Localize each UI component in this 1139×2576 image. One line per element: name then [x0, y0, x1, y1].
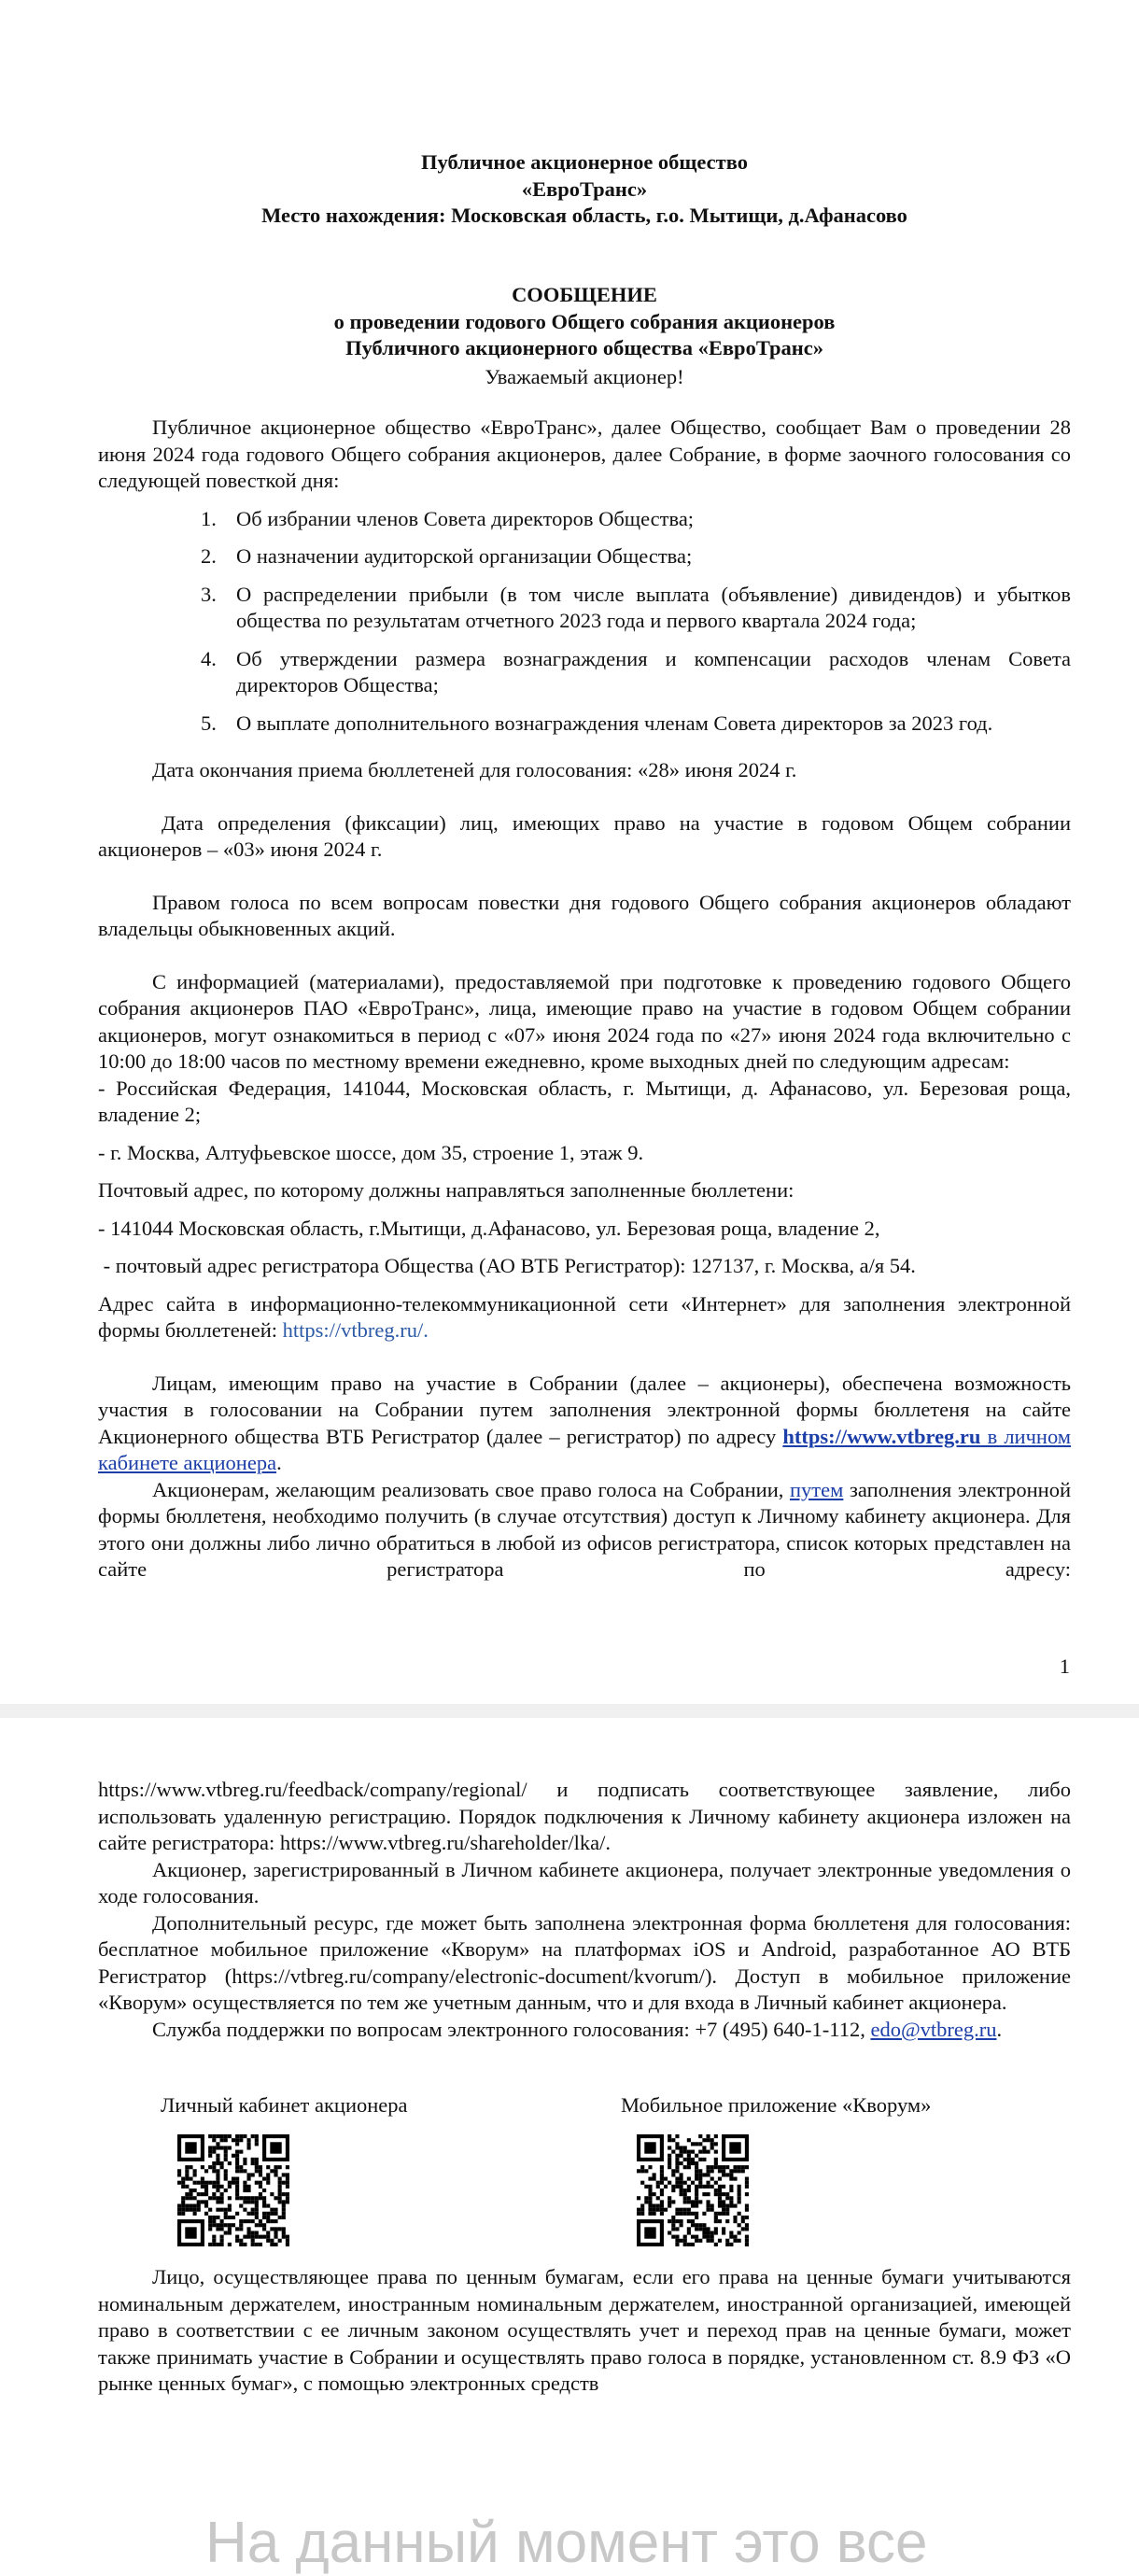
next-page-caption: На данный момент это все: [205, 2511, 928, 2575]
access-link[interactable]: путем: [790, 1477, 844, 1501]
company-name-line: Публичное акционерное общество: [421, 150, 748, 174]
ballot-deadline: Дата окончания приема бюллетеней для голосования: «28» июня 2024 г.: [152, 758, 797, 781]
page2-body: [98, 1777, 1071, 2043]
agenda-item-number: 5.: [201, 711, 217, 735]
page-number: 1: [1059, 1654, 1070, 1678]
nominee-paragraph: Лицо, осуществляющее права по ценным бумагам, если его права на ценные бумаги учитываются номинальным держателем, иностранным номинальным держателем, иностранной организацией, имеющей право в соответствии с ее личным законом осуществлять учет и переход прав на ценные бумаги, может также принимать участие в Собрании и осуществлять право голоса в порядке, установленном ст. 8.9 ФЗ «О рынке ценных бумаг», с помощью электронных средств: [98, 2265, 1071, 2395]
nominee-block: [98, 2264, 1071, 2398]
postal-address-1: - 141044 Московская область, г.Мытищи, д.Афанасово, ул. Березовая роща, владение 2,: [98, 1216, 880, 1240]
support-email-link[interactable]: edo@vtbreg.ru: [870, 2017, 997, 2041]
continuation-paragraph: https://www.vtbreg.ru/feedback/company/regional/ и подписать соответствующее заявление, либо использовать удаленную регистрацию. Порядок подключения к Личному кабинету акционера изложен на сайте регистратора: https://www.vtbreg.ru/shareholder/lka/.: [98, 1778, 1071, 1854]
agenda-item: [98, 646, 1071, 699]
agenda-item-text: Об избрании членов Совета директоров Общества;: [236, 506, 695, 530]
agenda-list: [98, 506, 1071, 738]
support-paragraph: [98, 2017, 1071, 2044]
company-location-line: Место нахождения: Московская область, г.о. Мытищи, д.Афанасово: [261, 204, 907, 227]
record-date: Дата определения (фиксации) лиц, имеющих право на участие в годовом Общем собрании акционеров – «03» июня 2024 г.: [98, 810, 1071, 861]
qr-code-personal-account[interactable]: [177, 2134, 289, 2246]
message-title: СООБЩЕНИЕ: [512, 283, 657, 306]
e-participation-end: .: [276, 1451, 282, 1474]
agenda-item: [98, 543, 1071, 570]
agenda-item-number: 2.: [201, 544, 217, 568]
website-text: Адрес сайта в информационно-телекоммуникационной сети «Интернет» для заполнения электронной формы бюллетеней:: [98, 1291, 1071, 1342]
page-separator: [0, 1704, 1139, 1718]
qr-right-label: Мобильное приложение «Кворум»: [621, 2093, 932, 2117]
message-subtitle-2: Публичного акционерного общества «ЕвроТранс»: [345, 336, 823, 359]
document-page-2: [0, 1718, 1139, 2532]
personal-account-link[interactable]: в личном кабинете акционера: [98, 1424, 1072, 1474]
notifications-paragraph: Акционер, зарегистрированный в Личном кабинете акционера, получает электронные уведомления о ходе голосования.: [98, 1857, 1071, 1907]
greeting: Уважаемый акционер!: [485, 364, 684, 388]
qr-left-label: Личный кабинет акционера: [161, 2093, 408, 2117]
agenda-item-text: О выплате дополнительного вознаграждения членам Совета директоров за 2023 год.: [236, 711, 993, 735]
support-text: Служба поддержки по вопросам электронного голосования: +7 (495) 640-1-112,: [152, 2017, 871, 2041]
address-1: - Российская Федерация, 141044, Московская область, г. Мытищи, д. Афанасово, ул. Березовая роща, владение 2;: [98, 1076, 1071, 1126]
materials-paragraph: С информацией (материалами), предоставляемой при подготовке к проведению годового Общего собрания акционеров ПАО «ЕвроТранс», лица, имеющие право на участие в годовом Общем собрании акционеров, могут ознакомиться в период с «07» июня 2024 года по «27» июня 2024 года включительно с 10:00 до 18:00 часов по местному времени ежедневно, кроме выходных дней по следующим адресам:: [98, 969, 1071, 1073]
main-body: [98, 415, 1071, 1584]
intro-paragraph: Публичное акционерное общество «ЕвроТранс», далее Общество, сообщает Вам о проведении 28 июня 2024 года годового Общего собрания акционеров, далее Собрание, в форме заочного голосования со следующей повесткой дня:: [98, 415, 1071, 492]
access-paragraph: [98, 1477, 1071, 1584]
agenda-item-number: 1.: [201, 506, 217, 530]
access-text-1: Акционерам, желающим реализовать свое право голоса на Собрании,: [152, 1477, 791, 1501]
vtbreg-link[interactable]: https://www.vtbreg.ru: [782, 1424, 981, 1448]
agenda-item-text: Об утверждении размера вознаграждения и компенсации расходов членам Совета директоров Общества;: [236, 646, 1071, 697]
message-subtitle-1: о проведении годового Общего собрания акционеров: [333, 309, 836, 333]
access-text-2: заполнения электронной формы бюллетеня, необходимо получить (в случае отсутствия) доступ к Личному кабинету акционера. Для этого они должны либо лично обратиться в любой из офисов регистратора, список которых представлен на сайте регистратора по адресу:: [98, 1477, 1071, 1581]
company-brand-line: «ЕвроТранс»: [521, 176, 648, 201]
message-title-block: [98, 282, 1071, 390]
agenda-item-text: О распределении прибыли (в том числе выплата (объявление) дивидендов) и убытков общества по результатам отчетного 2023 года и первого квартала 2024 года;: [236, 582, 1071, 632]
company-header: [98, 149, 1071, 230]
agenda-item-text: О назначении аудиторской организации Общества;: [236, 544, 693, 568]
agenda-item: [98, 582, 1071, 635]
agenda-item-number: 3.: [201, 582, 217, 606]
qr-code-kvorum-app[interactable]: [637, 2134, 749, 2246]
website-link[interactable]: https://vtbreg.ru/.: [282, 1318, 429, 1342]
agenda-item: [98, 506, 1071, 533]
voting-right: Правом голоса по всем вопросам повестки дня годового Общего собрания акционеров обладают владельцы обыкновенных акций.: [98, 890, 1071, 940]
agenda-item-number: 4.: [201, 646, 217, 670]
support-end: .: [996, 2017, 1003, 2041]
e-participation-text: Лицам, имеющим право на участие в Собрании (далее – акционеры), обеспечена возможность участия в голосовании на Собрании путем заполнения электронной формы бюллетеня на сайте Акционерного общества ВТБ Регистратор (далее – регистратор) по адресу: [98, 1371, 1071, 1448]
address-2: - г. Москва, Алтуфьевское шоссе, дом 35, строение 1, этаж 9.: [98, 1140, 644, 1164]
agenda-item: [98, 711, 1071, 738]
postal-address-2: - почтовый адрес регистратора Общества (АО ВТБ Регистратор): 127137, г. Москва, а/я 54.: [98, 1254, 916, 1277]
e-participation-paragraph: [98, 1371, 1071, 1477]
website-paragraph: [98, 1291, 1071, 1344]
app-paragraph: Дополнительный ресурс, где может быть заполнена электронная форма бюллетеня для голосования: бесплатное мобильное приложение «Кворум» на платформах iOS и Android, разработанное АО ВТБ Регистратор (https://vtbreg.ru/company/electronic-document/kvorum/). Доступ в мобильное приложение «Кворум» осуществляется по тем же учетным данным, что и для входа в Личный кабинет акционера.: [98, 1910, 1071, 2014]
postal-heading: Почтовый адрес, по которому должны направляться заполненные бюллетени:: [98, 1178, 794, 1202]
